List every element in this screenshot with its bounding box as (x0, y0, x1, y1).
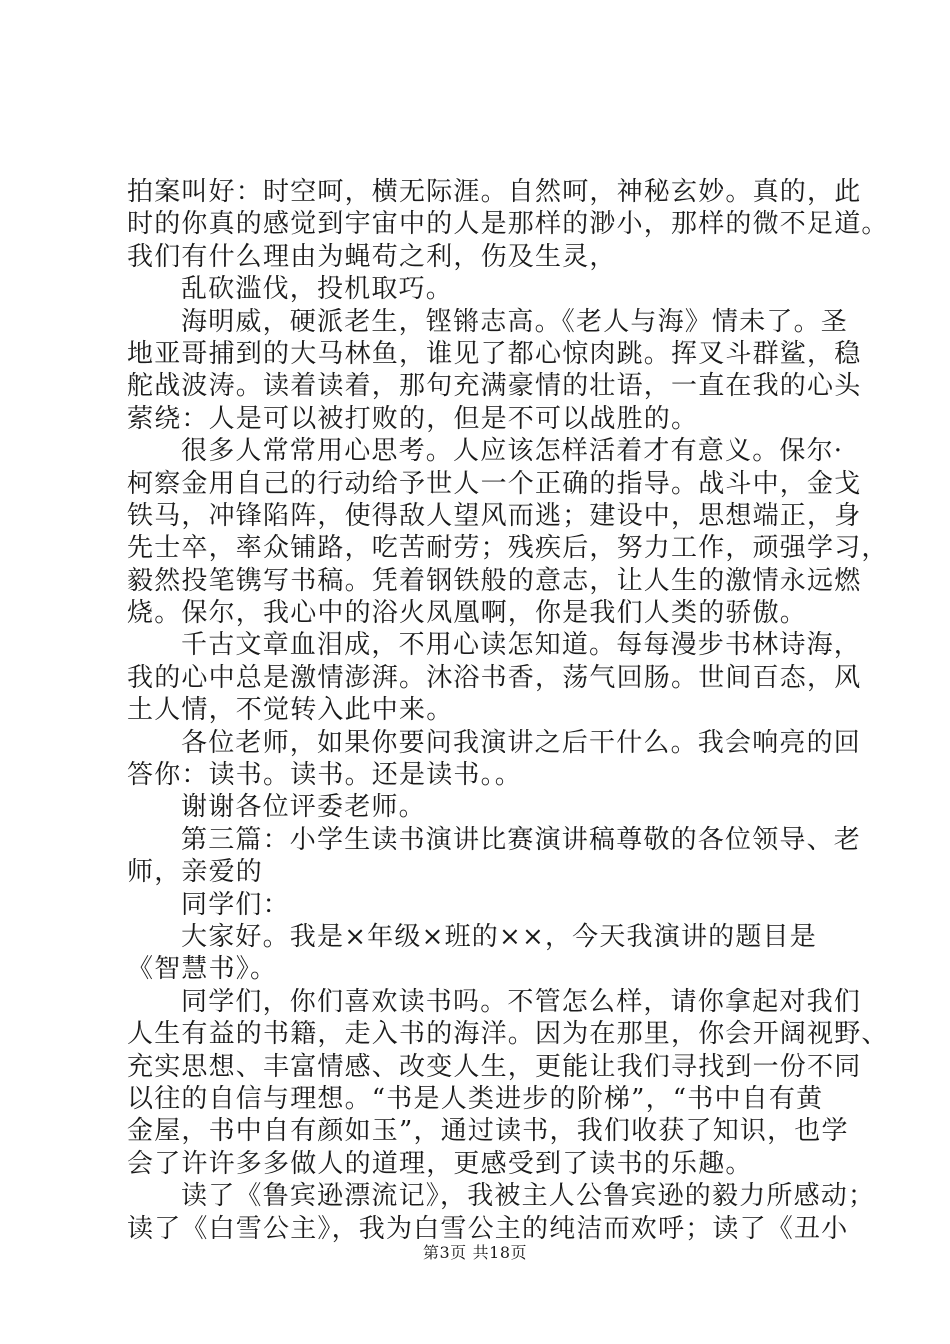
text-line: 铁马，冲锋陷阵，使得敌人望风而逃；建设中，思想端正，身 (127, 500, 862, 531)
text-line: 大家好。我是×年级×班的××，今天我演讲的题目是 (181, 921, 817, 952)
text-line: 萦绕：人是可以被打败的，但是不可以战胜的。 (127, 403, 699, 434)
text-line: 毅然投笔镌写书稿。凭着钢铁般的意志，让人生的激情永远燃 (127, 565, 862, 596)
text-line: 地亚哥捕到的大马林鱼，谁见了都心惊肉跳。挥叉斗群鲨，稳 (127, 338, 862, 369)
text-line: 金屋，书中自有颜如玉”，通过读书，我们收获了知识，也学 (127, 1116, 849, 1147)
page-footer (0, 1242, 950, 1264)
page-number: 第3页 (422, 1243, 467, 1262)
text-line: 柯察金用自己的行动给予世人一个正确的指导。战斗中，金戈 (127, 468, 862, 499)
text-line: 以往的自信与理想。“书是人类进步的阶梯”，“书中自有黄 (127, 1083, 824, 1114)
text-line: 会了许许多多做人的道理，更感受到了读书的乐趣。 (127, 1148, 753, 1179)
text-line: 先士卒，率众铺路，吃苦耐劳；残疾后，努力工作，顽强学习， (127, 533, 889, 564)
text-line: 我们有什么理由为蝇苟之利，伤及生灵， (127, 241, 617, 272)
text-line: 乱砍滥伐，投机取巧。 (181, 274, 454, 305)
text-line: 千古文章血泪成，不用心读怎知道。每每漫步书林诗海， (181, 630, 862, 661)
section-heading-line: 第三篇：小学生读书演讲比赛演讲稿尊敬的各位领导、老 (181, 824, 862, 855)
total-pages: 共18页 (472, 1243, 528, 1262)
text-line: 读了《鲁宾逊漂流记》，我被主人公鲁宾逊的毅力所感动； (181, 1181, 876, 1212)
text-line: 我的心中总是激情澎湃。沐浴书香，荡气回肠。世间百态，风 (127, 662, 862, 693)
text-line: 谢谢各位评委老师。 (181, 792, 426, 823)
document-body (127, 176, 889, 1245)
text-line: 同学们： (181, 889, 290, 920)
text-line: 读了《白雪公主》，我为白雪公主的纯洁而欢呼；读了《丑小 (127, 1213, 849, 1244)
text-line: 时的你真的感觉到宇宙中的人是那样的渺小，那样的微不足道。 (127, 209, 889, 240)
text-line: 答你：读书。读书。还是读书。。 (127, 760, 523, 791)
text-line: 各位老师，如果你要问我演讲之后干什么。我会响亮的回 (181, 727, 862, 758)
text-line: 烧。保尔，我心中的浴火凤凰啊，你是我们人类的骄傲。 (127, 598, 808, 629)
text-line: 很多人常常用心思考。人应该怎样活着才有意义。保尔· (181, 436, 844, 467)
text-line: 海明威，硬派老生，铿锵志高。《老人与海》情未了。圣 (181, 306, 849, 337)
text-line: 人生有益的书籍，走入书的海洋。因为在那里，你会开阔视野、 (127, 1019, 889, 1050)
text-line: 舵战波涛。读着读着，那句充满豪情的壮语，一直在我的心头 (127, 371, 862, 402)
text-line: 拍案叫好：时空呵，横无际涯。自然呵，神秘玄妙。真的，此 (127, 177, 862, 207)
text-line: 同学们，你们喜欢读书吗。不管怎么样，请你拿起对我们 (181, 986, 862, 1017)
text-line: 《智慧书》。 (127, 954, 278, 985)
text-line: 充实思想、丰富情感、改变人生，更能让我们寻找到一份不同 (127, 1051, 862, 1082)
section-heading-line: 师，亲爱的 (127, 857, 264, 888)
text-line: 土人情，不觉转入此中来。 (127, 695, 454, 726)
